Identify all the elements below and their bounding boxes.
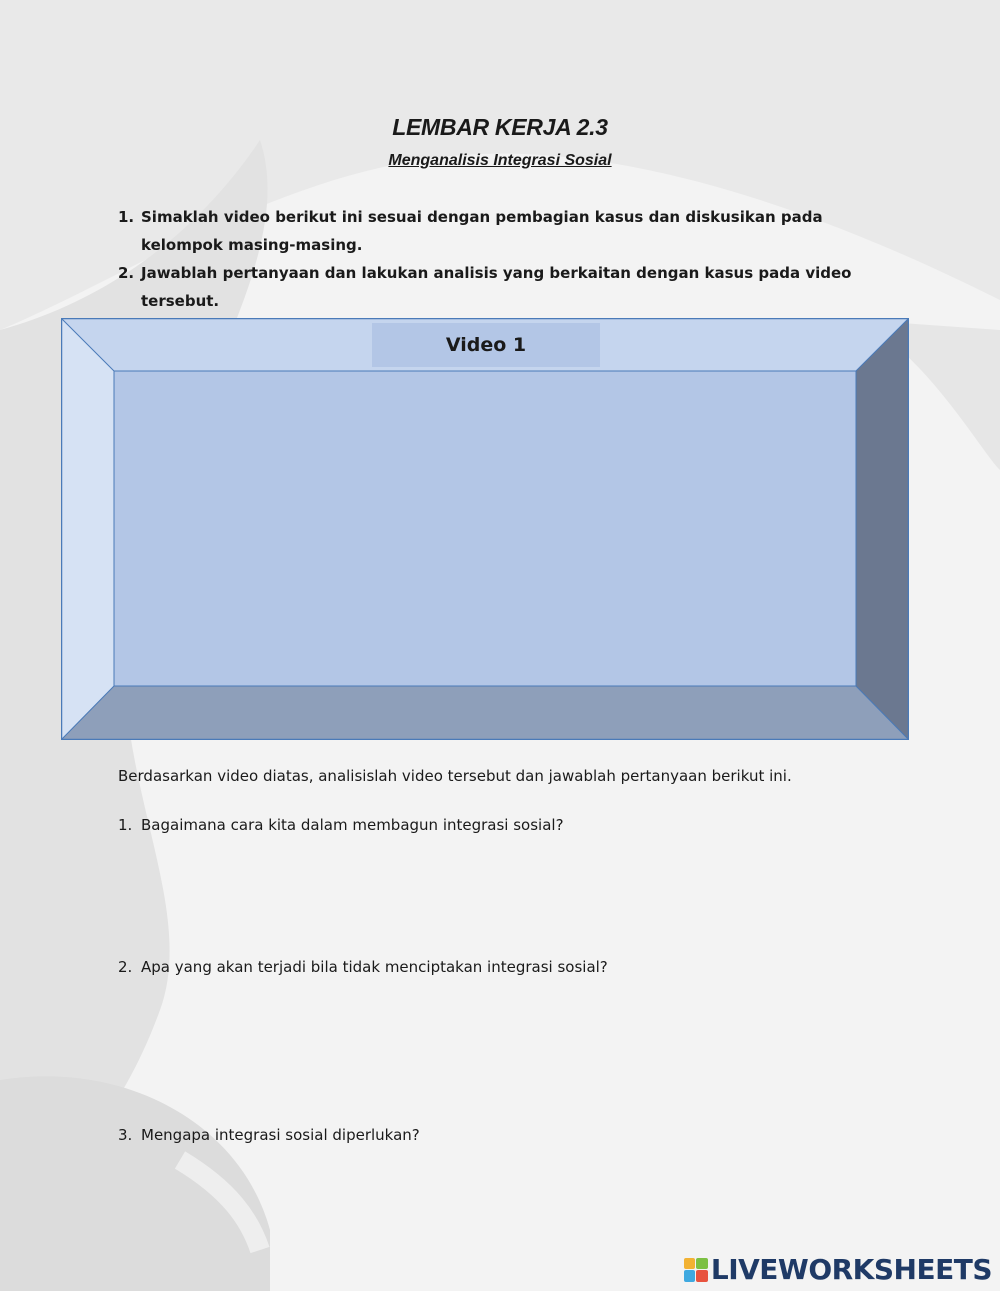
question-number: 2. <box>118 958 133 976</box>
instruction-text: Simaklah video berikut ini sesuai dengan pembagian kasus dan diskusikan pada kelompok masing-masing. <box>141 208 823 254</box>
frame-left-bevel <box>61 318 114 740</box>
question-item <box>118 816 564 834</box>
frame-bottom-bevel <box>61 686 909 740</box>
question-item <box>118 1126 420 1144</box>
instruction-item <box>118 259 888 315</box>
question-number: 1. <box>118 816 133 834</box>
question-intro: Berdasarkan video diatas, analisislah video tersebut dan jawablah pertanyaan berikut ini. <box>118 767 792 785</box>
brand-name: LIVEWORKSHEETS <box>710 1253 992 1286</box>
question-item <box>118 958 608 976</box>
instruction-number: 1. <box>118 208 135 226</box>
liveworksheets-logo[interactable] <box>684 1253 992 1286</box>
question-text: Apa yang akan terjadi bila tidak menciptakan integrasi sosial? <box>141 958 608 976</box>
instruction-text: Jawablah pertanyaan dan lakukan analisis yang berkaitan dengan kasus pada video tersebut. <box>141 264 852 310</box>
instruction-number: 2. <box>118 264 135 282</box>
worksheet-subtitle: Menganalisis Integrasi Sosial <box>388 152 612 169</box>
question-number: 3. <box>118 1126 133 1144</box>
worksheet-title: LEMBAR KERJA 2.3 <box>392 114 608 140</box>
video-label: Video 1 <box>372 323 600 367</box>
question-text: Mengapa integrasi sosial diperlukan? <box>141 1126 420 1144</box>
instruction-item <box>118 203 888 259</box>
question-text: Bagaimana cara kita dalam membagun integrasi sosial? <box>141 816 564 834</box>
instruction-list <box>118 203 888 315</box>
liveworksheets-icon <box>684 1258 708 1282</box>
frame-right-bevel <box>856 318 909 740</box>
video-player[interactable] <box>114 371 855 686</box>
